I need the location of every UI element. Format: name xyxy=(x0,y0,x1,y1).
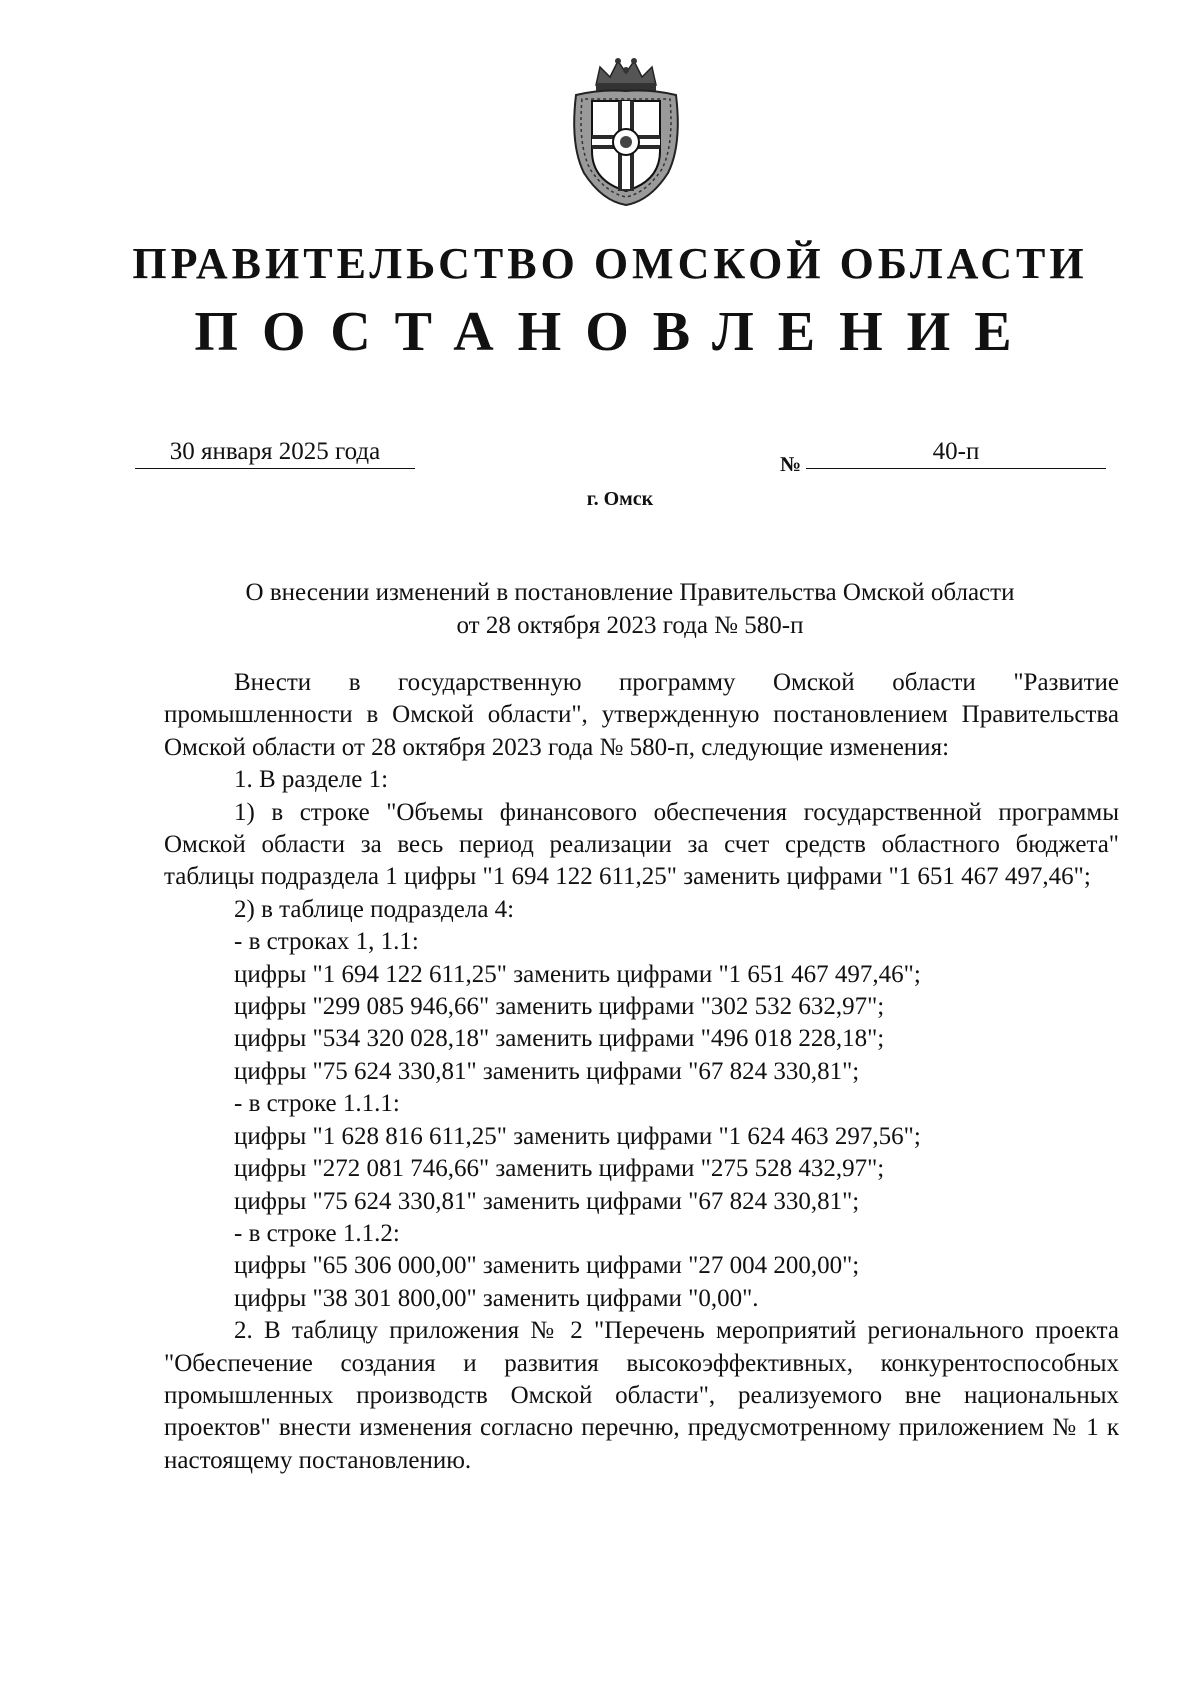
subject-line-1: О внесении изменений в постановление Правительства Омской области xyxy=(245,579,1015,606)
document-body xyxy=(164,667,1119,1477)
government-title: ПРАВИТЕЛЬСТВО ОМСКОЙ ОБЛАСТИ xyxy=(132,239,1088,288)
intro-paragraph: Внести в государственную программу Омской области "Развитие промышленности в Омской области", утвержденную постановлением Правительства Омской области от 28 октября 2023 года № 580-п, следующие изменения: xyxy=(164,669,1119,761)
city-label: г. Омск xyxy=(586,488,654,510)
item-1-paragraph: 1) в строке "Объемы финансового обеспечения государственной программы Омской области за весь период реализации за счет средств областного бюджета" таблицы подраздела 1 цифры "1 694 122 611,25" заменить цифрами "1 651 467 497,46"; xyxy=(164,798,1119,891)
row-112-label: - в строке 1.1.2: xyxy=(234,1219,400,1247)
rows-1-11-label: - в строках 1, 1.1: xyxy=(234,928,419,956)
replacement-line: цифры "1 628 816 611,25" заменить цифрами "1 624 463 297,56"; xyxy=(234,1122,921,1150)
item-2-paragraph: 2) в таблице подраздела 4: xyxy=(234,895,515,923)
replacement-line: цифры "38 301 800,00" заменить цифрами "0,00". xyxy=(234,1284,759,1312)
replacement-line: цифры "75 624 330,81" заменить цифрами "67 824 330,81"; xyxy=(234,1187,860,1215)
replacement-line: цифры "1 694 122 611,25" заменить цифрами "1 651 467 497,46"; xyxy=(234,960,921,988)
section-1-heading: 1. В разделе 1: xyxy=(234,766,389,794)
section-2-paragraph: 2. В таблицу приложения № 2 "Перечень мероприятий регионального проекта "Обеспечение создания и развития высокоэффективных, конкурентоспособных промышленных производств Омской области", реализуемого вне национальных проектов" внести изменения согласно перечню, предусмотренному приложением № 1 к настоящему постановлению. xyxy=(164,1317,1119,1474)
replacement-line: цифры "65 306 000,00" заменить цифрами "27 004 200,00"; xyxy=(234,1252,860,1280)
replacement-line: цифры "534 320 028,18" заменить цифрами "496 018 228,18"; xyxy=(234,1025,885,1053)
coat-of-arms-emblem xyxy=(566,55,686,207)
document-subject xyxy=(160,576,1100,642)
document-type-title: ПОСТАНОВЛЕНИЕ xyxy=(194,301,1036,363)
number-sign: № xyxy=(780,452,802,476)
subject-line-2: от 28 октября 2023 года № 580-п xyxy=(456,612,804,639)
replacement-line: цифры "272 081 746,66" заменить цифрами "275 528 432,97"; xyxy=(234,1155,885,1183)
document-number: 40-п xyxy=(806,436,1106,469)
document-date: 30 января 2025 года xyxy=(135,436,415,469)
replacement-line: цифры "299 085 946,66" заменить цифрами "302 532 632,97"; xyxy=(234,993,885,1021)
row-111-label: - в строке 1.1.1: xyxy=(234,1090,400,1118)
replacement-line: цифры "75 624 330,81" заменить цифрами "67 824 330,81"; xyxy=(234,1057,860,1085)
